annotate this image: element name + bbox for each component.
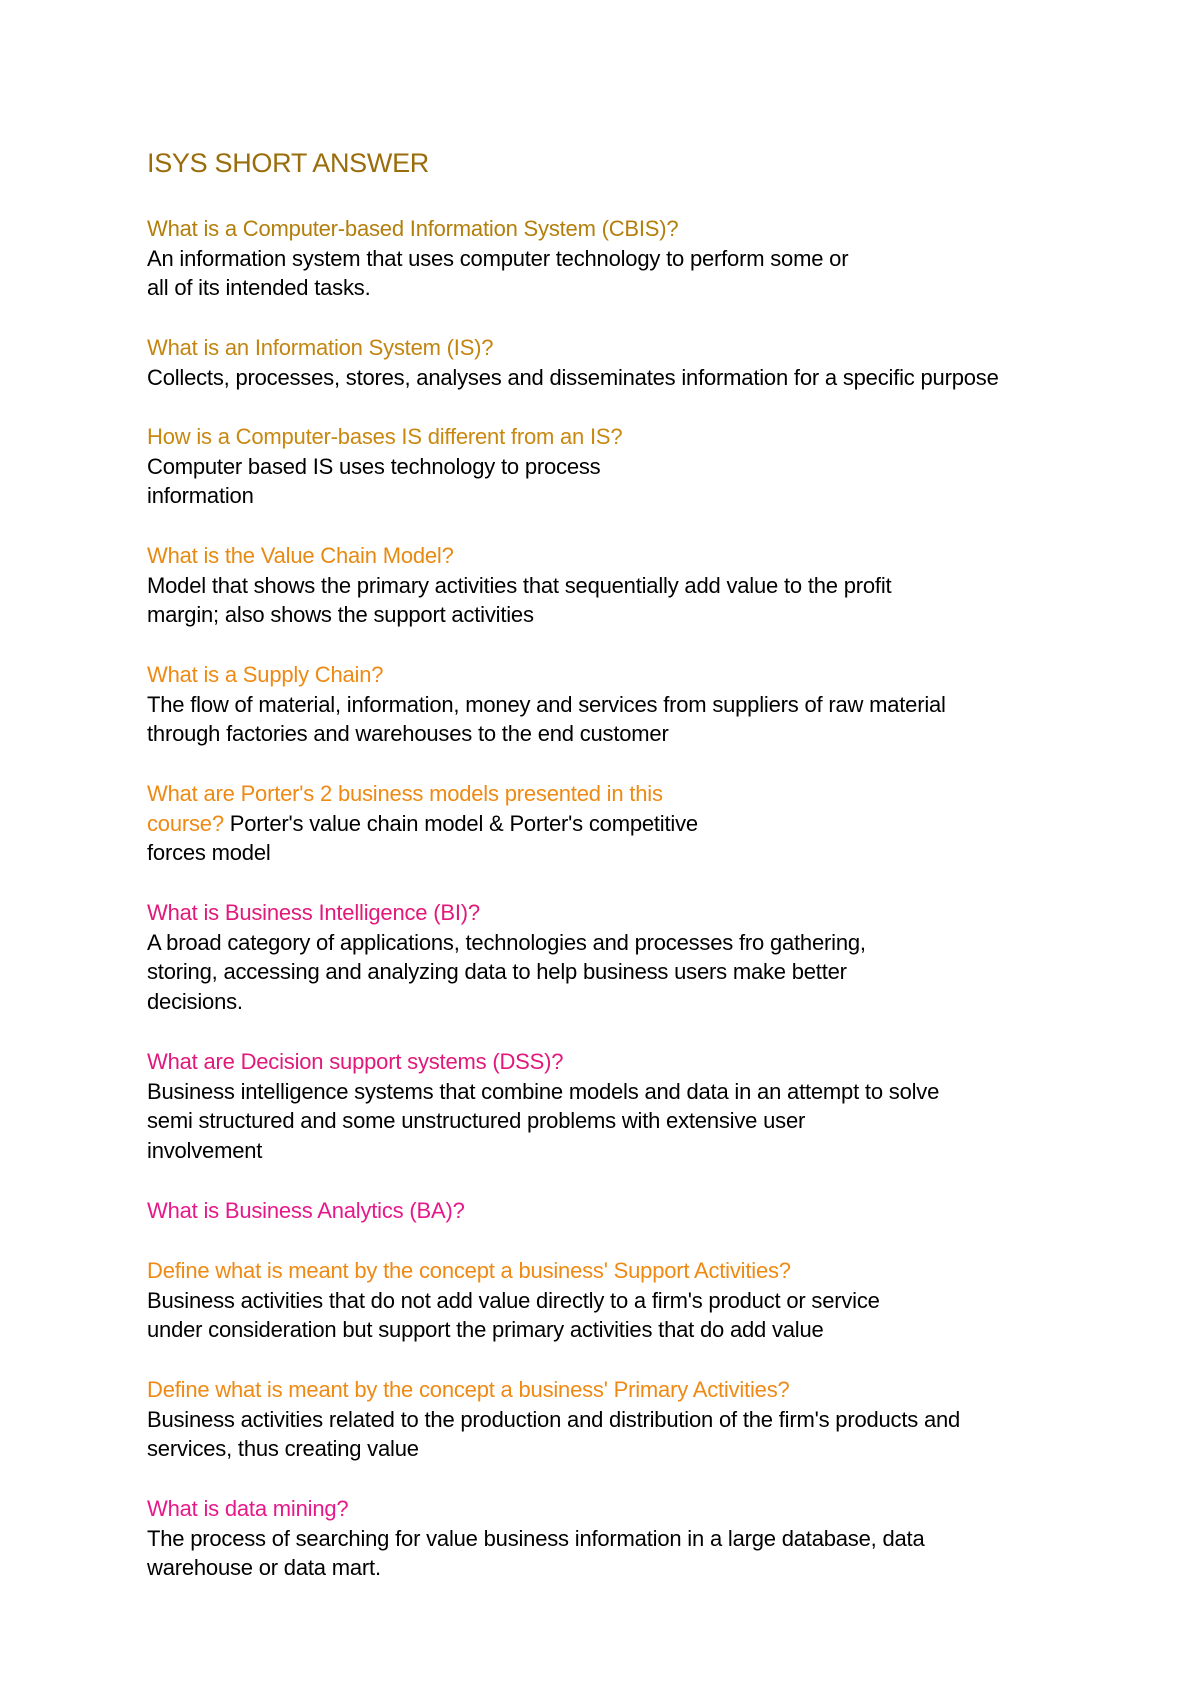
question: What is a Supply Chain? <box>147 662 384 687</box>
qa-item <box>147 660 1107 749</box>
qa-item <box>147 214 1107 303</box>
answer-line: Business activities that do not add value directly to a firm's product or service <box>147 1287 880 1313</box>
answer-line: warehouse or data mart. <box>147 1555 381 1580</box>
question: How is a Computer-bases IS different from an IS? <box>147 424 623 449</box>
answer-line: Porter's value chain model & Porter's competitive <box>223 810 698 836</box>
answer-line: Collects, processes, stores, analyses and disseminates information for a specific purpose <box>147 364 999 390</box>
answer-line: An information system that uses computer technology to perform some or <box>147 245 849 271</box>
answer-line: Business intelligence systems that combine models and data in an attempt to solve <box>147 1078 940 1104</box>
answer-line: storing, accessing and analyzing data to help business users make better <box>147 959 847 984</box>
page-title: ISYS SHORT ANSWER <box>147 148 429 178</box>
question: Define what is meant by the concept a business' Primary Activities? <box>147 1377 790 1402</box>
qa-item <box>147 422 1107 511</box>
answer-line: A broad category of applications, technologies and processes fro gathering, <box>147 929 866 955</box>
answer-line: Model that shows the primary activities that sequentially add value to the profit <box>147 572 892 598</box>
answer-line: information <box>147 483 254 508</box>
qa-item <box>147 333 1107 392</box>
question: What is Business Analytics (BA)? <box>147 1198 465 1223</box>
qa-item <box>147 1256 1107 1345</box>
question: What is data mining? <box>147 1496 349 1521</box>
question: What is the Value Chain Model? <box>147 543 454 568</box>
answer-line: The flow of material, information, money and services from suppliers of raw material <box>147 691 946 717</box>
question: Define what is meant by the concept a business' Support Activities? <box>147 1258 791 1283</box>
answer-line: forces model <box>147 840 271 865</box>
answer-line: semi structured and some unstructured problems with extensive user <box>147 1108 806 1133</box>
answer-line: involvement <box>147 1137 263 1163</box>
qa-item <box>147 1196 1107 1226</box>
answer-line: Computer based IS uses technology to process <box>147 453 601 479</box>
question: What is an Information System (IS)? <box>147 335 494 360</box>
question: What are Porter's 2 business models presented in this <box>147 781 663 806</box>
answer-line: through factories and warehouses to the end customer <box>147 721 669 746</box>
answer-line: under consideration but support the primary activities that do add value <box>147 1317 824 1342</box>
qa-item <box>147 1375 1107 1464</box>
question: What is a Computer-based Information System (CBIS)? <box>147 216 679 241</box>
answer-line: margin; also shows the support activities <box>147 602 534 627</box>
qa-item <box>147 1047 1107 1165</box>
qa-item <box>147 898 1107 1016</box>
answer-line: The process of searching for value business information in a large database, data <box>147 1525 925 1551</box>
qa-item <box>147 541 1107 630</box>
answer-line: all of its intended tasks. <box>147 275 371 300</box>
answer-line: decisions. <box>147 988 243 1014</box>
answer-line: Business activities related to the production and distribution of the firm's products and <box>147 1406 961 1432</box>
qa-item <box>147 779 1107 868</box>
question: What are Decision support systems (DSS)? <box>147 1049 564 1074</box>
question: What is Business Intelligence (BI)? <box>147 900 480 925</box>
question: course? <box>147 810 224 836</box>
answer-line: services, thus creating value <box>147 1436 419 1461</box>
qa-item <box>147 1494 1107 1583</box>
